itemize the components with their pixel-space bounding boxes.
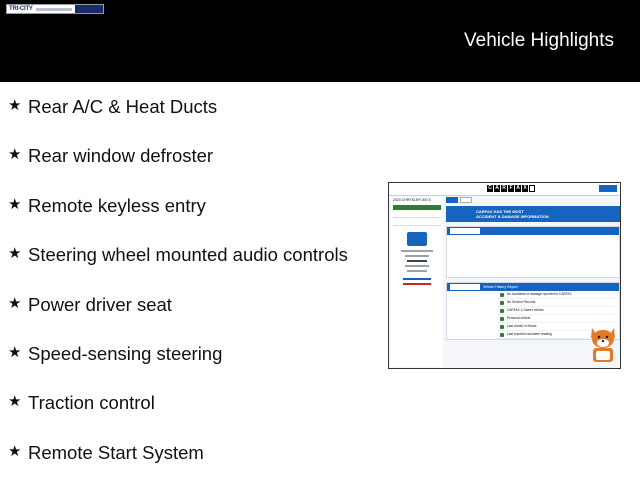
tab-details[interactable] [460,197,472,203]
sidebar-nav-item[interactable] [393,220,441,226]
history-title: Vehicle History Report [483,285,518,289]
carfax-logo-letter: F [509,185,513,191]
page-title: Vehicle Highlights [464,30,614,51]
list-item [8,241,348,290]
list-item [8,389,348,438]
star-icon: ★ [8,393,22,411]
header-bar [0,0,640,82]
star-icon: ★ [8,294,22,312]
vehicle-name: 2020 CHRYSLER 300 S [393,198,431,202]
feature-list [8,93,348,488]
carfax-banner [446,206,620,222]
feature-label: Remote keyless entry [28,194,206,216]
carfax-fox-mascot-icon [588,322,618,362]
carfax-tabs [446,197,620,203]
history-row[interactable]: Personal vehicle [497,315,619,323]
list-item [8,340,348,389]
sidebar-lines [391,248,443,289]
list-item [8,192,348,241]
carfax-topbar [389,183,620,196]
history-row[interactable]: Last owned in Illinois [497,323,619,331]
carfax-logo-letter: X [523,185,527,191]
history-section-header [447,283,619,291]
carfax-mini-logo [450,284,480,290]
star-icon: ★ [8,245,22,263]
history-row[interactable]: No Accidents or damage reported to CARFAX [497,291,619,299]
history-row[interactable]: Last reported odometer reading [497,331,619,339]
star-icon: ★ [8,195,22,213]
list-item [8,291,348,340]
carfax-sidebar [391,197,443,367]
feature-label: Traction control [28,392,155,414]
carfax-mini-logo [450,228,480,234]
carfax-main [446,197,620,340]
feature-label: Rear A/C & Heat Ducts [28,96,218,117]
value-section [446,226,620,278]
list-item [8,93,348,142]
list-item [8,142,348,191]
carfax-logo-letter: A [495,185,499,191]
fox-mark-icon [529,185,535,192]
history-row[interactable]: No Service Records [497,299,619,307]
list-item [8,439,348,488]
print-button[interactable] [599,185,617,192]
history-row[interactable]: CARFAX 1-Owner vehicle [497,307,619,315]
carfax-report-image[interactable] [388,182,621,369]
logo-divider [36,8,72,11]
owner-badge-icon [407,232,427,246]
feature-label: Remote Start System [28,441,204,463]
tab-summary[interactable] [446,197,458,203]
star-icon: ★ [8,146,22,164]
dealer-logo-text: TRI-CITY [9,6,33,12]
placeholder-text-lines [397,248,437,288]
star-icon: ★ [8,442,22,460]
feature-label: Steering wheel mounted audio controls [28,244,348,266]
banner-line-1: CARFAX HAS THE MOST [476,209,524,214]
carfax-logo [487,185,535,192]
value-section-header [447,227,619,235]
feature-label: Rear window defroster [28,145,214,167]
feature-label: Speed-sensing steering [28,342,223,364]
sidebar-nav-item[interactable] [393,212,441,218]
feature-label: Power driver seat [28,293,172,315]
carfax-logo-letter: C [488,185,492,191]
banner-line-2: ACCIDENT & DAMAGE INFORMATION [476,214,549,219]
carfax-logo-letter: R [502,185,506,191]
logo-phone-block [75,5,103,13]
star-icon: ★ [8,97,22,114]
star-icon: ★ [8,343,22,361]
carfax-logo-letter: A [516,185,520,191]
dealer-logo[interactable] [6,4,104,14]
sidebar-nav-active[interactable] [393,205,441,210]
